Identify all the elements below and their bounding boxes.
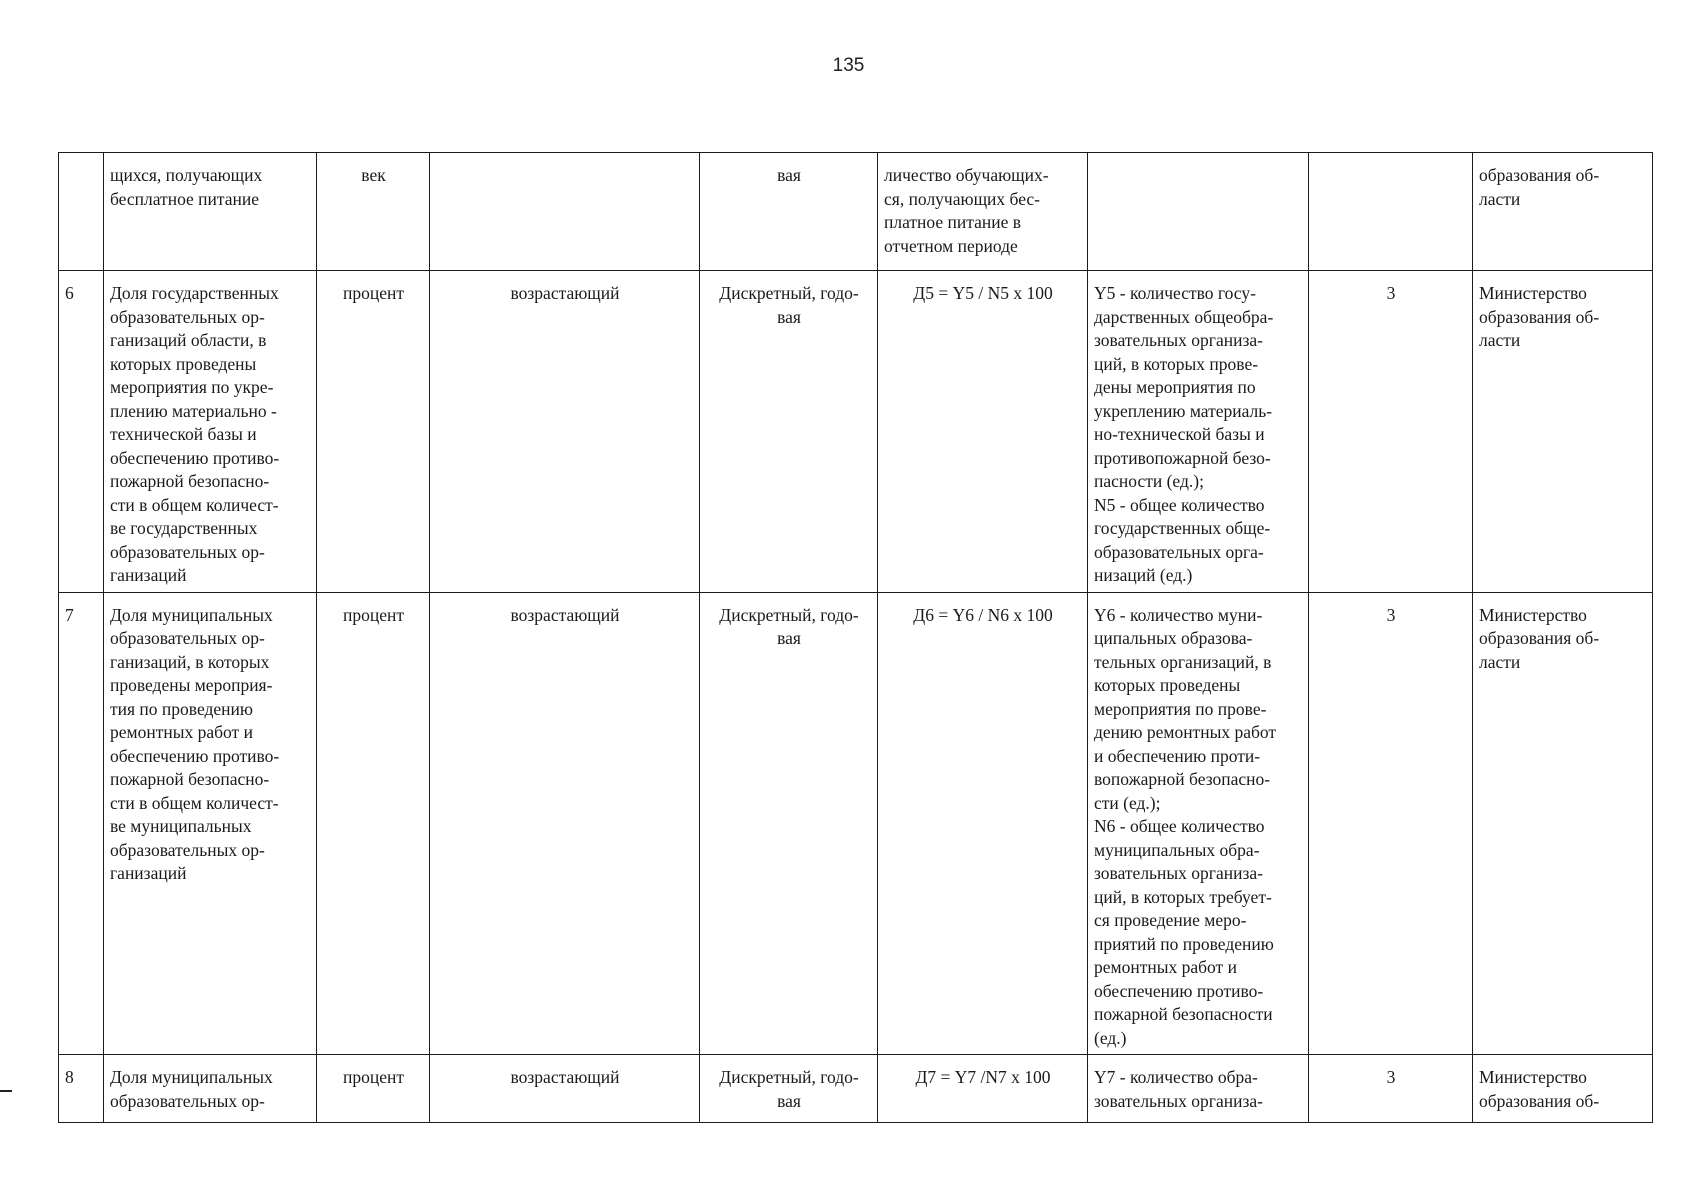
row-number: 8 [59, 1055, 104, 1123]
data-source [1309, 153, 1473, 271]
unit-of-measure: процент [317, 271, 430, 593]
table-row [59, 271, 1653, 593]
row-number [59, 153, 104, 271]
data-source: 3 [1309, 1055, 1473, 1123]
row-number: 6 [59, 271, 104, 593]
formula-description: Y5 - количество госу- дарственных общеобра- зовательных организа- ций, в которых прове- дены мероприятия по укреплению материаль- но-технической базы и противопожарной безо- пасности (ед.); N5 - общее количество государственных обще- образовательных орга- низаций (ед.) [1088, 271, 1309, 593]
table-row [59, 592, 1653, 1055]
page-number: 135 [832, 55, 865, 76]
table-row [59, 1055, 1653, 1123]
responsible-body: Министерство образования об- [1473, 1055, 1653, 1123]
periodicity: Дискретный, годо- вая [700, 592, 878, 1055]
margin-mark [0, 1090, 12, 1092]
row-number: 7 [59, 592, 104, 1055]
data-source: 3 [1309, 592, 1473, 1055]
formula: личество обучающих- ся, получающих бес- платное питание в отчетном периоде [878, 153, 1088, 271]
formula-description: Y6 - количество муни- ципальных образова- тельных организаций, в которых проведены мероприятия по прове- дению ремонтных работ и обеспечению проти- вопожарной безопасно- сти (ед.); N6 - общее количество муниципальных обра- зовательных организа- ций, в которых требует- ся проведение меро- приятий по проведению ремонтных работ и обеспечению противо- пожарной безопасности (ед.) [1088, 592, 1309, 1055]
formula: Д7 = Y7 /N7 x 100 [878, 1055, 1088, 1123]
formula-description: Y7 - количество обра- зовательных организа- [1088, 1055, 1309, 1123]
indicator-name: щихся, получающих бесплатное питание [104, 153, 317, 271]
table-row [59, 153, 1653, 271]
indicator-name: Доля муниципальных образовательных ор- ганизаций, в которых проведены мероприя- тия по проведению ремонтных работ и обеспечению противо- пожарной безопасно- сти в общем количест- ве муниципальных образовательных ор- ганизаций [104, 592, 317, 1055]
unit-of-measure: век [317, 153, 430, 271]
unit-of-measure: процент [317, 592, 430, 1055]
trend-type: возрастающий [430, 592, 700, 1055]
formula-description [1088, 153, 1309, 271]
indicator-name: Доля муниципальных образовательных ор- [104, 1055, 317, 1123]
formula: Д6 = Y6 / N6 x 100 [878, 592, 1088, 1055]
responsible-body: образования об- ласти [1473, 153, 1653, 271]
periodicity: Дискретный, годо- вая [700, 271, 878, 593]
responsible-body: Министерство образования об- ласти [1473, 271, 1653, 593]
trend-type: возрастающий [430, 271, 700, 593]
formula: Д5 = Y5 / N5 x 100 [878, 271, 1088, 593]
responsible-body: Министерство образования об- ласти [1473, 592, 1653, 1055]
indicators-table [58, 152, 1653, 1123]
indicator-name: Доля государственных образовательных ор- ганизаций области, в которых проведены мероприятия по укре- плению материально - технической базы и обеспечению противо- пожарной безопасно- сти в общем количест- ве государственных образовательных ор- ганизаций [104, 271, 317, 593]
periodicity: вая [700, 153, 878, 271]
unit-of-measure: процент [317, 1055, 430, 1123]
data-source: 3 [1309, 271, 1473, 593]
trend-type [430, 153, 700, 271]
periodicity: Дискретный, годо- вая [700, 1055, 878, 1123]
trend-type: возрастающий [430, 1055, 700, 1123]
